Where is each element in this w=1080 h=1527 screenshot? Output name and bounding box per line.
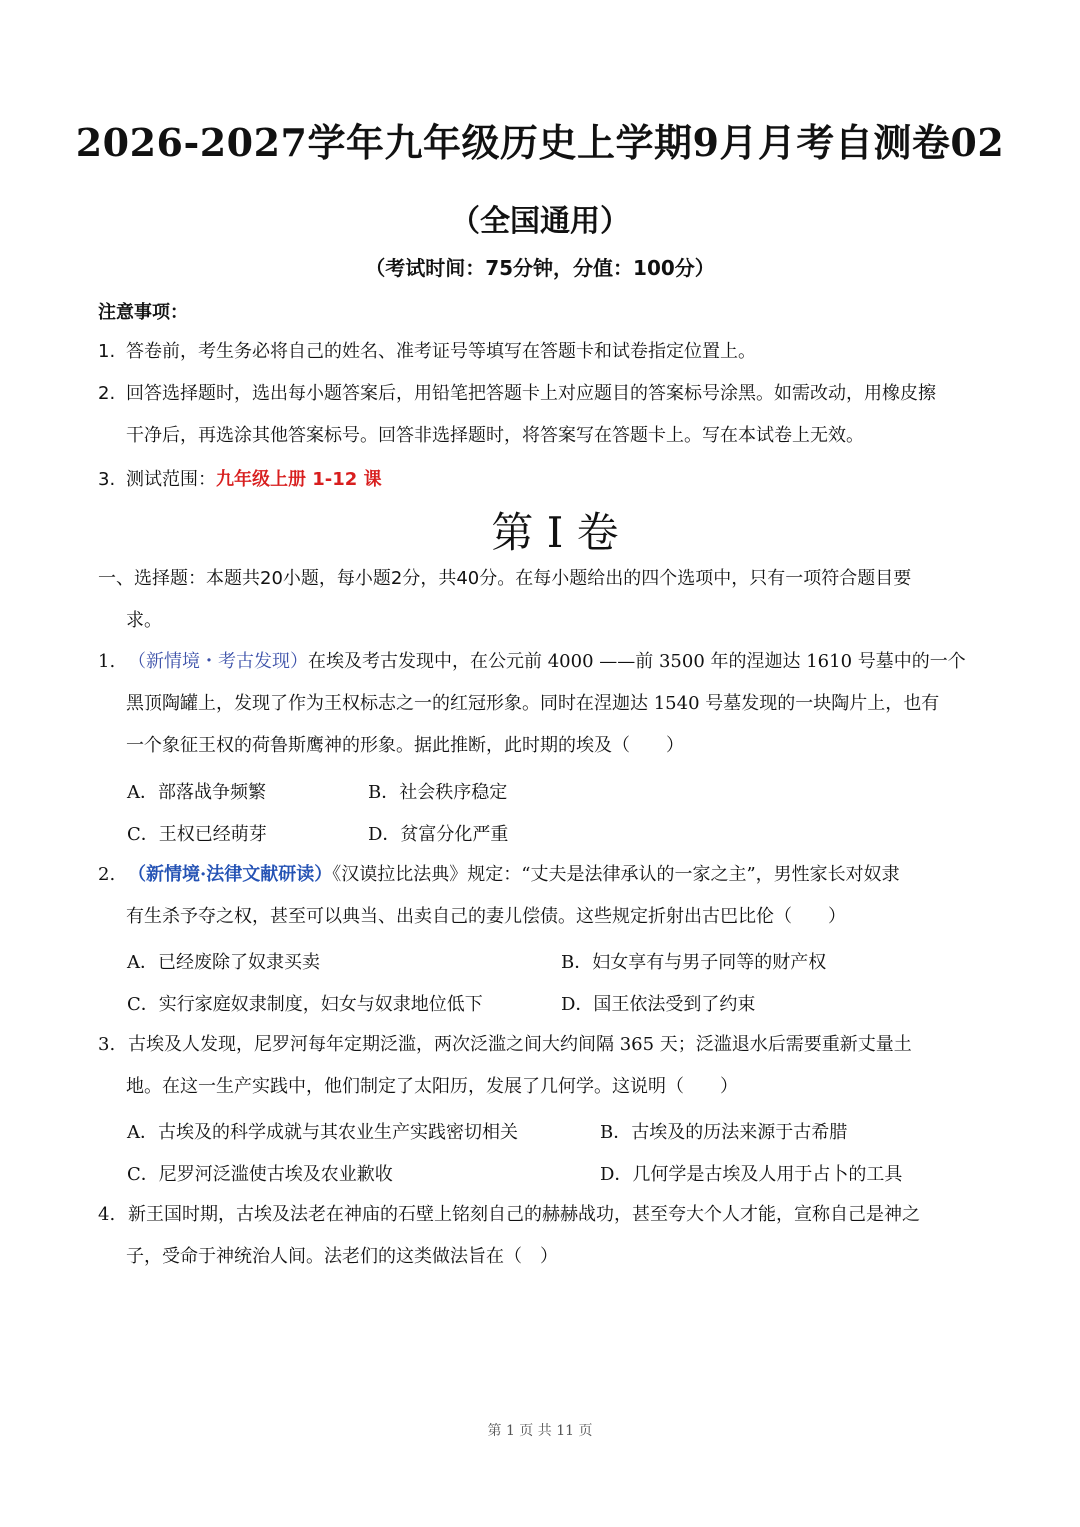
section-line: 求。	[126, 610, 162, 631]
section-instructions	[98, 558, 988, 642]
option-c[interactable]: C．实行家庭奴隶制度，妇女与奴隶地位低下	[127, 994, 483, 1015]
notice-number: 3.	[98, 469, 116, 490]
notice-number: 2.	[98, 383, 116, 404]
option-b[interactable]: B．古埃及的历法来源于古希腊	[600, 1122, 848, 1143]
question-text: 一个象征王权的荷鲁斯鹰神的形象。据此推断，此时期的埃及（ ）	[126, 735, 684, 756]
exam-info: （考试时间：75分钟，分值：100分）	[365, 256, 715, 280]
question-4	[98, 1194, 988, 1278]
test-range: 九年级上册 1-12 课	[216, 469, 382, 490]
question-tag: （新情境·法律文献研读）	[128, 864, 333, 885]
volume-heading: 第 I 卷	[491, 508, 619, 557]
notice-item-2	[98, 373, 998, 457]
notice-item-3	[98, 459, 998, 501]
question-text: 有生杀予夺之权，甚至可以典当、出卖自己的妻儿偿债。这些规定折射出古巴比伦（ ）	[126, 906, 846, 927]
notice-heading: 注意事项：	[98, 302, 188, 323]
notice-text: 回答选择题时，选出每小题答案后，用铅笔把答题卡上对应题目的答案标号涂黑。如需改动，用橡皮擦	[126, 383, 936, 404]
option-d[interactable]: D．贫富分化严重	[368, 824, 509, 845]
notice-label: 测试范围：	[126, 469, 216, 490]
option-a[interactable]: A．部落战争频繁	[127, 782, 266, 803]
option-d[interactable]: D．国王依法受到了约束	[561, 994, 756, 1015]
notice-number: 1.	[98, 341, 116, 362]
option-c[interactable]: C．尼罗河泛滥使古埃及农业歉收	[127, 1164, 393, 1185]
section-line: 一、选择题：本题共20小题，每小题2分，共40分。在每小题给出的四个选项中，只有一项符合题目要	[98, 568, 912, 589]
option-d[interactable]: D．几何学是古埃及人用于占卜的工具	[600, 1164, 903, 1185]
question-text: 《汉谟拉比法典》规定：“丈夫是法律承认的一家之主”，男性家长对奴隶	[332, 864, 900, 885]
notice-text: 答卷前，考生务必将自己的姓名、准考证号等填写在答题卡和试卷指定位置上。	[126, 341, 756, 362]
question-number: 1.	[98, 651, 116, 672]
question-1	[98, 641, 988, 767]
question-number: 2.	[98, 864, 116, 885]
option-c[interactable]: C．王权已经萌芽	[127, 824, 267, 845]
notice-text-continued: 干净后，再选涂其他答案标号。回答非选择题时，将答案写在答题卡上。写在本试卷上无效。	[126, 425, 864, 446]
option-b[interactable]: B．妇女享有与男子同等的财产权	[561, 952, 827, 973]
question-text: 新王国时期，古埃及法老在神庙的石壁上铭刻自己的赫赫战功，甚至夸大个人才能，宣称自己是神之	[128, 1204, 920, 1225]
page-footer: 第 1 页 共 11 页	[487, 1423, 593, 1439]
question-3	[98, 1024, 988, 1108]
option-a[interactable]: A．古埃及的科学成就与其农业生产实践密切相关	[127, 1122, 518, 1143]
question-text: 黑顶陶罐上，发现了作为王权标志之一的红冠形象。同时在涅迦达 1540 号墓发现的一块陶片上，也有	[126, 693, 940, 714]
question-text: 古埃及人发现，尼罗河每年定期泛滥，两次泛滥之间大约间隔 365 天；泛滥退水后需要重新丈量土	[128, 1034, 912, 1055]
question-number: 4.	[98, 1204, 116, 1225]
question-number: 3.	[98, 1034, 116, 1055]
option-a[interactable]: A．已经废除了奴隶买卖	[127, 952, 320, 973]
question-2	[98, 854, 988, 938]
notice-item-1	[98, 331, 998, 373]
question-text: 子，受命于神统治人间。法老们的这类做法旨在（ ）	[126, 1246, 558, 1267]
question-text: 在埃及考古发现中，在公元前 4000 ——前 3500 年的涅迦达 1610 号墓中的一个	[308, 651, 966, 672]
page-subtitle: （全国通用）	[450, 204, 630, 239]
question-text: 地。在这一生产实践中，他们制定了太阳历，发展了几何学。这说明（ ）	[126, 1076, 738, 1097]
page-title: 2026-2027学年九年级历史上学期9月月考自测卷02	[75, 120, 1005, 165]
option-b[interactable]: B．社会秩序稳定	[368, 782, 508, 803]
question-tag: （新情境・考古发现）	[128, 651, 308, 672]
